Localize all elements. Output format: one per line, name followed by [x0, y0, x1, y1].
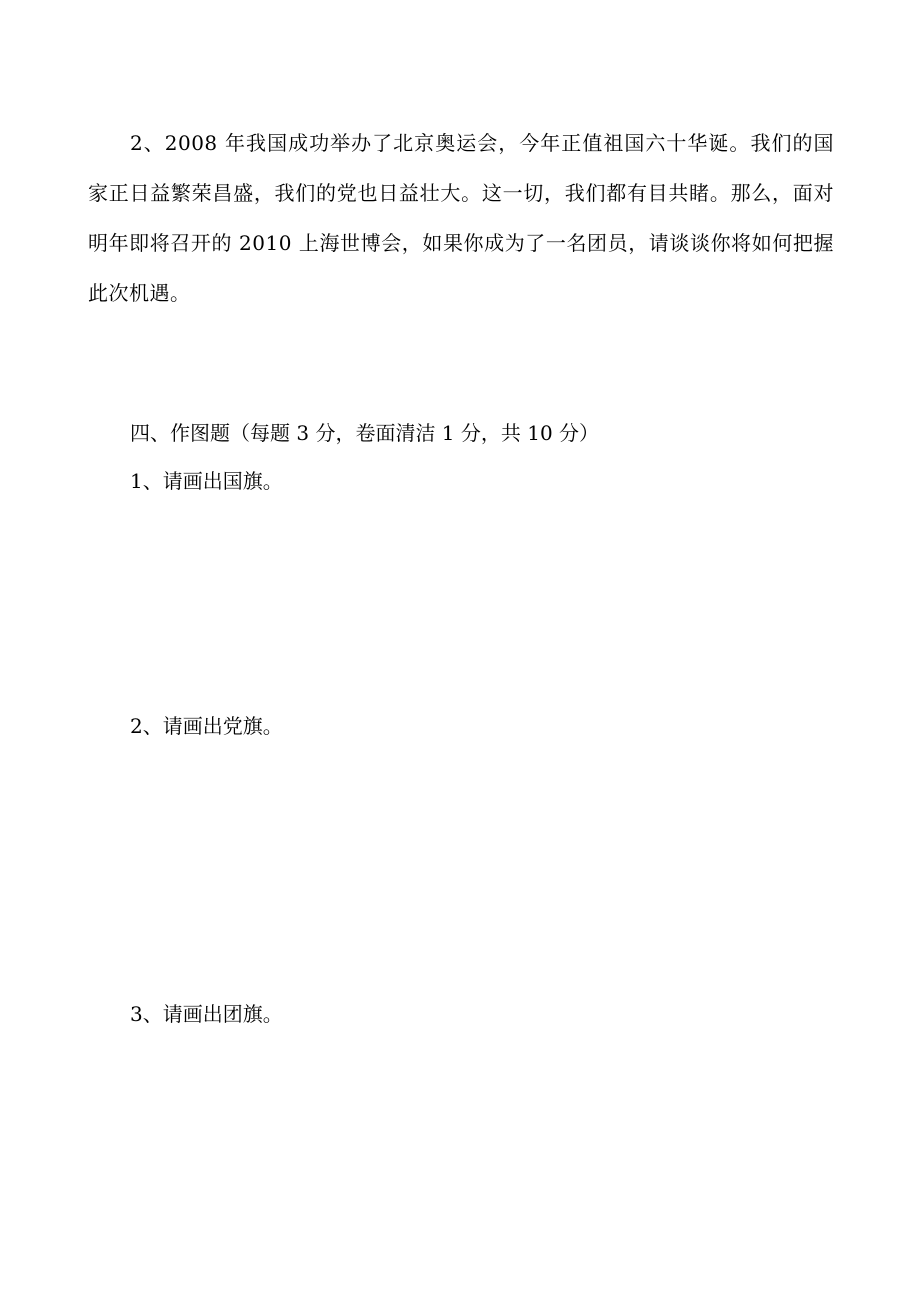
section-heading: 四、作图题（每题 3 分，卷面清洁 1 分，共 10 分）: [130, 421, 600, 445]
drawing-question-3: 3、请画出团旗。: [130, 1002, 283, 1026]
question-2-text: 2、2008 年我国成功举办了北京奥运会，今年正值祖国六十华诞。我们的国家正日益繁荣昌盛，我们的党也日益壮大。这一切，我们都有目共睹。那么，面对明年即将召开的 2010 上海世博会，如果你成为了一名团员，请谈谈你将如何把握此次机遇。: [88, 131, 834, 305]
drawing-question-1: 1、请画出国旗。: [130, 469, 283, 493]
drawing-question-2: 2、请画出党旗。: [130, 714, 283, 738]
